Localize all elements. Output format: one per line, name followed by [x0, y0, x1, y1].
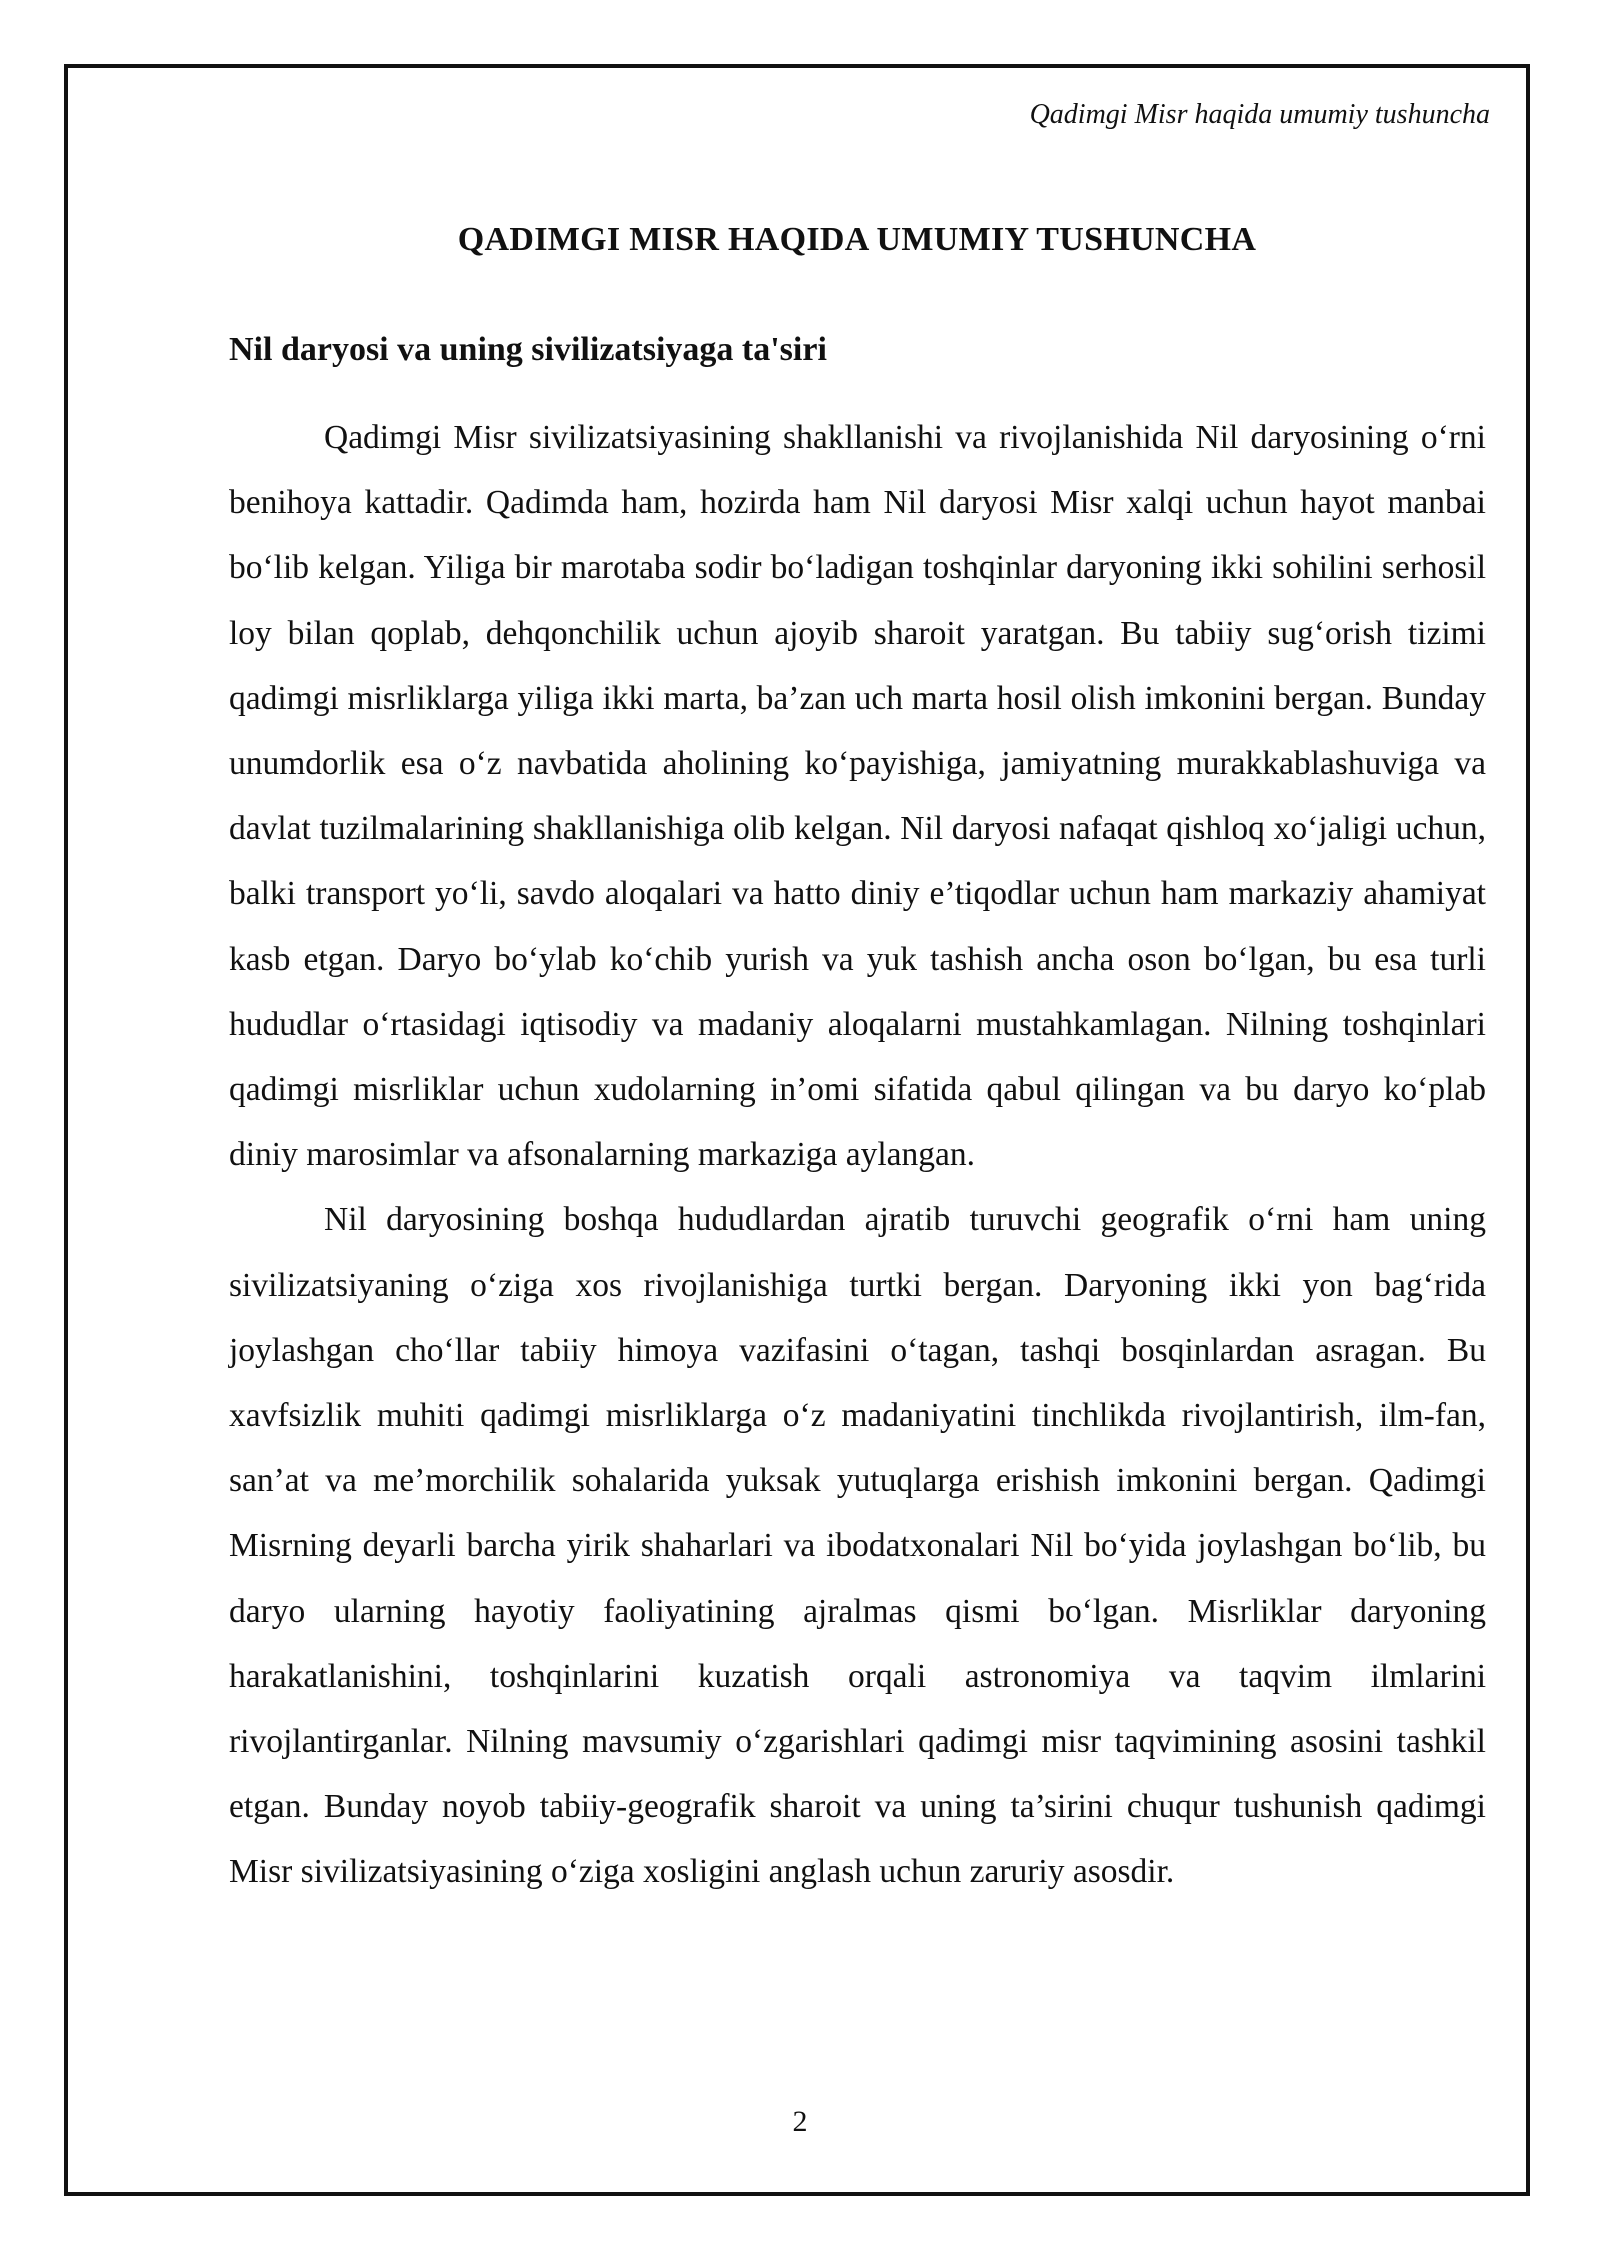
page-number: 2: [792, 2105, 808, 2138]
document-title: QADIMGI MISR HAQIDA UMUMIY TUSHUNCHA: [457, 221, 1257, 258]
running-header: Qadimgi Misr haqida umumiy tushuncha: [1029, 99, 1490, 130]
section-heading: Nil daryosi va uning sivilizatsiyaga ta'siri: [229, 331, 827, 368]
paragraph: Nil daryosining boshqa hududlardan ajratib turuvchi geografik o‘rni ham uning sivilizatsiyaning o‘ziga xos rivojlanishiga turtki bergan. Daryoning ikki yon bag‘rida joylashgan cho‘llar tabiiy himoya vazifasini o‘tagan, tashqi bosqinlardan asragan. Bu xavfsizlik muhiti qadimgi misrliklarga o‘z madaniyatini tinchlikda rivojlantirish, ilm-fan, san’at va me’morchilik sohalarida yuksak yutuqlarga erishish imkonini bergan. Qadimgi Misrning deyarli barcha yirik shaharlari va ibodatxonalari Nil bo‘yida joylashgan bo‘lib, bu daryo ularning hayotiy faoliyatining ajralmas qismi bo‘lgan. Misrliklar daryoning harakatlanishini, toshqinlarini kuzatish orqali astronomiya va taqvim ilmlarini rivojlantirganlar. Nilning mavsumiy o‘zgarishlari qadimgi misr taqvimining asosini tashkil etgan. Bunday noyob tabiiy-geografik sharoit va uning ta’sirini chuqur tushunish qadimgi Misr sivilizatsiyasining o‘ziga xosligini anglash uchun zaruriy asosdir.: [229, 1201, 1486, 1891]
body-text: [229, 405, 1486, 1905]
paragraph: Qadimgi Misr sivilizatsiyasining shakllanishi va rivojlanishida Nil daryosining o‘rni benihoya kattadir. Qadimda ham, hozirda ham Nil daryosi Misr xalqi uchun hayot manbai bo‘lib kelgan. Yiliga bir marotaba sodir bo‘ladigan toshqinlar daryoning ikki sohilini serhosil loy bilan qoplab, dehqonchilik uchun ajoyib sharoit yaratgan. Bu tabiiy sug‘orish tizimi qadimgi misrliklarga yiliga ikki marta, ba’zan uch marta hosil olish imkonini bergan. Bunday unumdorlik esa o‘z navbatida aholining ko‘payishiga, jamiyatning murakkablashuviga va davlat tuzilmalarining shakllanishiga olib kelgan. Nil daryosi nafaqat qishloq xo‘jaligi uchun, balki transport yo‘li, savdo aloqalari va hatto diniy e’tiqodlar uchun ham markaziy ahamiyat kasb etgan. Daryo bo‘ylab ko‘chib yurish va yuk tashish ancha oson bo‘lgan, bu esa turli hududlar o‘rtasidagi iqtisodiy va madaniy aloqalarni mustahkamlagan. Nilning toshqinlari qadimgi misrliklar uchun xudolarning in’omi sifatida qabul qilingan va bu daryo ko‘plab diniy marosimlar va afsonalarning markaziga aylangan.: [229, 419, 1486, 1174]
